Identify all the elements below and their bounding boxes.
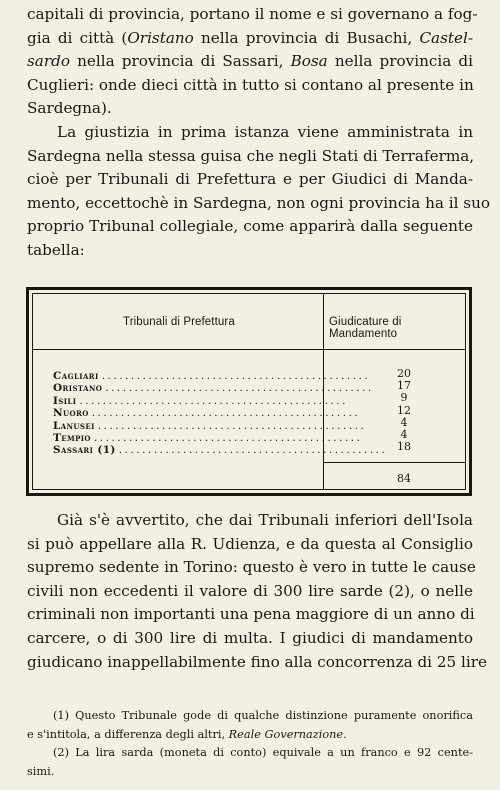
text-line: Già s'è avvertito, che dai Tribunali inferiori dell'Isola: [57, 511, 473, 529]
text-line: capitali di provincia, portano il nome e si governano a fog-: [27, 5, 478, 23]
paragraph-3: [27, 509, 487, 674]
leader-dots: ..............................................: [118, 444, 388, 457]
text-line: Cuglieri: onde dieci città in tutto si contano al presente in: [27, 75, 474, 94]
table-cell-value: 18: [397, 440, 411, 454]
tribunal-name: Tempio: [53, 432, 91, 445]
table-total: 84: [397, 472, 411, 485]
text-line: cioè per Tribunali di Prefettura e per Giudici di Manda-: [27, 170, 473, 189]
tribunal-name: Oristano: [53, 382, 103, 395]
leader-dots: ..............................................: [91, 407, 361, 420]
text-line: proprio Tribunal collegiale, come apparirà dalla seguente: [27, 217, 473, 236]
table-row: [53, 382, 374, 395]
text-line: si può appellare alla R. Udienza, e da questa al Consiglio: [27, 534, 473, 553]
table-row: [53, 407, 361, 420]
tribunal-name: Isili: [53, 394, 77, 407]
header-rule: [33, 349, 465, 350]
table-cell-value: 12: [397, 403, 411, 417]
table-cell-value: 17: [397, 379, 411, 393]
tribunal-name-list: [53, 370, 388, 457]
tribunal-name: Sassari (1): [53, 444, 116, 457]
table-inner-frame: [32, 293, 466, 490]
text-line: gia di città (Oristano nella provincia di Busachi, Castel-: [27, 28, 473, 47]
leader-dots: ..............................................: [93, 432, 363, 445]
column-header-giudicature: Giudicature di Mandamento: [329, 316, 402, 340]
giudicature-values: [389, 368, 419, 453]
table-cell-value: 4: [400, 428, 408, 442]
footnote-line: e s'intitola, a differenza degli altri, Reale Governazione.: [27, 727, 347, 741]
footnote-1: [27, 707, 473, 744]
text-line: carcere, o di 300 lire di multa. I giudici di mandamento: [27, 628, 473, 647]
tribunal-name: Lanusei: [53, 419, 95, 432]
table-cell-value: 9: [400, 391, 408, 405]
text-line: supremo sedente in Torino: questo è vero in tutte le cause: [27, 558, 476, 577]
table-row: [53, 432, 363, 445]
text-line: mento, eccettochè in Sardegna, non ogni provincia ha il suo: [27, 193, 491, 212]
footnote-line: (2) La lira sarda (moneta di conto) equivale a un franco e 92 cente-: [53, 746, 473, 759]
table-cell-value: 4: [400, 415, 408, 429]
column-header-tribunali: Tribunali di Prefettura: [123, 316, 235, 328]
tribunals-table: [26, 287, 472, 496]
table-cell-value: 20: [397, 367, 411, 380]
text-line: Sardegna nella stessa guisa che negli Stati di Terraferma,: [27, 146, 475, 165]
table-row: [53, 370, 371, 382]
footnote-line: simi.: [27, 764, 55, 778]
text-line: La giustizia in prima istanza viene amministrata in: [57, 123, 473, 141]
tribunal-name: Cagliari: [53, 370, 99, 382]
table-row: [53, 444, 388, 457]
table-row: [53, 419, 367, 432]
text-line: sardo nella provincia di Sassari, Bosa nella provincia di: [27, 52, 473, 71]
text-line: tabella:: [27, 240, 85, 259]
leader-dots: ..............................................: [97, 419, 367, 432]
total-rule: [323, 462, 465, 463]
leader-dots: ..............................................: [105, 382, 374, 395]
text-line: civili non eccedenti il valore di 300 lire sarde (2), o nelle: [27, 581, 473, 600]
text-line: criminali non importanti una pena maggiore di un anno di: [27, 605, 475, 624]
table-row: [53, 394, 348, 407]
tribunal-name: Nuoro: [53, 407, 89, 420]
leader-dots: ..............................................: [79, 394, 348, 407]
paragraph-2: [27, 121, 491, 263]
leader-dots: ..............................................: [101, 370, 371, 382]
footnote-2: [27, 744, 473, 781]
text-line: Sardegna).: [27, 99, 112, 118]
paragraph-1: [27, 3, 478, 121]
footnote-line: (1) Questo Tribunale gode di qualche distinzione puramente onorifica: [53, 709, 473, 722]
text-line: giudicano inappellabilmente fino alla concorrenza di 25 lire: [27, 652, 487, 671]
